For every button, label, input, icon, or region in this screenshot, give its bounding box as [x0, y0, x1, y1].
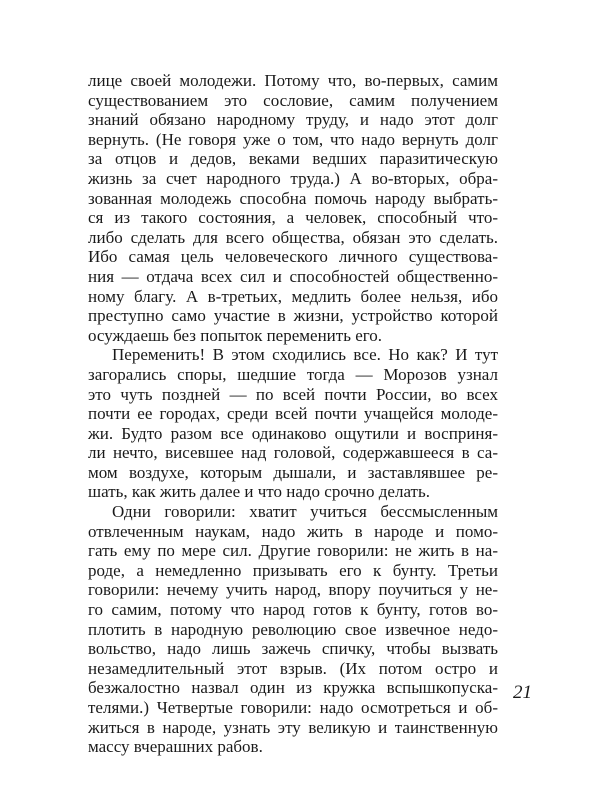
body-text	[88, 71, 498, 757]
text-line: роде, а немедленно призывать его к бунту. Третьи	[88, 560, 498, 580]
text-line: ния — отдача всех сил и способностей общественно-	[88, 266, 498, 286]
text-line: жизнь за счет народного труда.) А во-вторых, обра-	[88, 168, 498, 188]
text-line: это чуть поздней — по всей почти России, во всех	[88, 384, 498, 404]
text-line: преступно само участие в жизни, устройство которой	[88, 306, 498, 326]
text-line: ли нечто, висевшее над головой, содержавшееся в са-	[88, 443, 498, 463]
text-line: ному благу. А в-третьих, медлить более нельзя, ибо	[88, 286, 498, 306]
text-line: говорили: нечему учить народ, впору поучиться у не-	[88, 580, 498, 600]
text-line: знаний обязано народному труду, и надо этот долг	[88, 110, 498, 130]
paragraph	[88, 502, 498, 757]
text-line: ся из такого состояния, а человек, способный что-	[88, 208, 498, 228]
text-line: го самим, потому что народ готов к бунту, готов во-	[88, 600, 498, 620]
paragraph	[88, 71, 498, 345]
text-line: зованная молодежь способна помочь народу выбрать-	[88, 188, 498, 208]
text-line: осуждаешь без попыток переменить его.	[88, 325, 383, 345]
text-line: лице своей молодежи. Потому что, во-первых, самим	[88, 71, 498, 90]
text-line: за отцов и дедов, веками ведших паразитическую	[88, 149, 498, 169]
text-line: безжалостно назвал один из кружка вспышкопуска-	[88, 678, 498, 698]
text-line: загорались споры, шедшие тогда — Морозов узнал	[88, 364, 498, 384]
text-line: Ибо самая цель человеческого личного существова-	[88, 247, 498, 267]
text-line: гать ему по мере сил. Другие говорили: не жить в на-	[88, 541, 498, 561]
text-line: телями.) Четвертые говорили: надо осмотреться и об-	[88, 698, 498, 717]
text-line: либо сделать для всего общества, обязан это сделать.	[88, 227, 498, 247]
text-line: вернуть. (Не говоря уже о том, что надо вернуть долг	[88, 129, 498, 149]
page-number: 21	[513, 682, 532, 703]
text-line: незамедлительный этот взрыв. (Их потом остро и	[88, 658, 498, 678]
text-line: Переменить! В этом сходились все. Но как? И тут	[112, 345, 498, 365]
text-line: плотить в народную революцию свое извечное недо-	[88, 619, 498, 639]
text-line: массу вчерашних рабов.	[88, 737, 263, 757]
text-line: вольство, надо лишь зажечь спичку, чтобы вызвать	[88, 639, 498, 659]
text-line: почти ее городах, среди всей почти учащейся молоде-	[88, 404, 498, 424]
text-line: житься в народе, узнать эту великую и таинственную	[88, 717, 498, 737]
text-line: существованием это сословие, самим получением	[88, 90, 498, 110]
text-line: Одни говорили: хватит учиться бессмысленным	[112, 502, 498, 522]
paragraph	[88, 345, 498, 502]
text-line: мом воздухе, которым дышали, и заставлявшее ре-	[88, 462, 498, 482]
text-line: отвлеченным наукам, надо жить в народе и помо-	[88, 521, 498, 541]
text-line: шать, как жить далее и что надо срочно делать.	[88, 482, 430, 502]
text-line: жи. Будто разом все одинаково ощутили и восприня-	[88, 423, 498, 443]
